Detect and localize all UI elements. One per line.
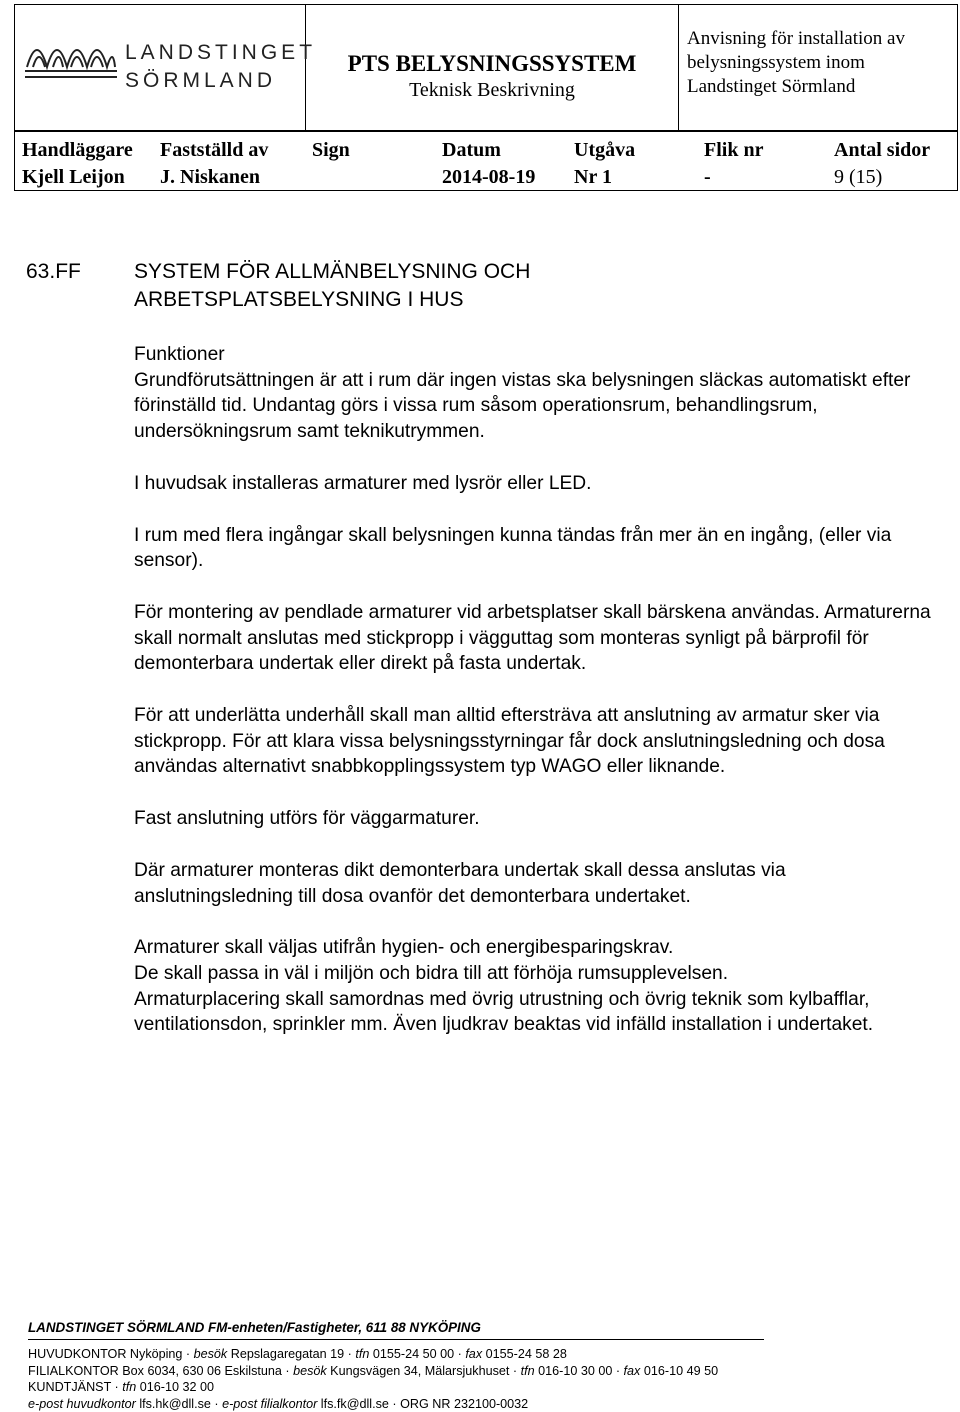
body-content [134, 342, 934, 1038]
footer-line-huvudkontor: HUVUDKONTOR Nyköping · besök Repslagaregatan 19 · tfn 0155-24 50 00 · fax 0155-24 58 28 [28, 1347, 567, 1361]
footer-contact [28, 1346, 718, 1412]
footer-line-filialkontor: FILIALKONTOR Box 6034, 630 06 Eskilstuna · besök Kungsvägen 34, Mälarsjukhuset · tfn 016-10 30 00 · fax 016-10 49 50 [28, 1363, 719, 1378]
subheading-funktioner: Funktioner [134, 344, 225, 365]
description-line-1: Anvisning för installation av [687, 28, 905, 49]
footer-line-epost: e-post huvudkontor lfs.hk@dll.se · e-post filialkontor lfs.fk@dll.se · ORG NR 232100-0032 [28, 1396, 529, 1411]
paragraph-8a: Armaturer skall väljas utifrån hygien- och energibesparingskrav. [134, 937, 674, 959]
paragraph-8b: De skall passa in väl i miljön och bidra till att förhöja rumsupplevelsen. [134, 962, 729, 984]
footer-line-kundtjanst: KUNDTJÄNST · tfn 016-10 32 00 [28, 1380, 214, 1395]
section-heading: SYSTEM FÖR ALLMÄNBELYSNING OCH ARBETSPLATSBELYSNING I HUS [134, 260, 531, 311]
meta-sign: Sign [312, 139, 350, 161]
meta-utgava: Utgåva Nr 1 [574, 139, 636, 188]
footer-title: LANDSTINGET SÖRMLAND FM-enheten/Fastigheter, 611 88 NYKÖPING [28, 1320, 481, 1335]
meta-datum: Datum 2014-08-19 [442, 139, 536, 188]
description-line-2: belysningssystem inom [687, 52, 865, 73]
meta-antal-sidor: Antal sidor 9 (15) [834, 139, 931, 188]
paragraph-8c: Armaturplacering skall samordnas med övrig utrustning och övrig teknik som kylbafflar, ventilationsdon, sprinkler mm. Även ljudkrav beaktas vid infälld installation i undertaket. [134, 988, 874, 1036]
paragraph-7: Där armaturer monteras dikt demonterbara undertak skall dessa anslutas via anslutningsledning till dosa ovanför det demonterbara undertaket. [134, 859, 786, 907]
section-number: 63.FF [26, 260, 81, 283]
landstinget-crown-logo-icon [23, 27, 119, 83]
paragraph-1: Grundförutsättningen är att i rum där ingen vistas ska belysningen släckas automatiskt efter förinställd tid. Undantag görs i vissa rum såsom operationsrum, behandlingsrum, undersökningsrum samt teknikutrymmen. [134, 369, 911, 443]
paragraph-2: I huvudsak installeras armaturer med lysrör eller LED. [134, 472, 592, 494]
paragraph-5: För att underlätta underhåll skall man alltid eftersträva att anslutning av armatur sker via stickpropp. För att klara vissa belysningsstyrningar får dock anslutningsledning och dosa användas alternativt snabbkopplingssystem typ WAGO eller liknande. [134, 705, 885, 778]
document-description-cell [679, 5, 958, 132]
meta-handlaggare: Handläggare Kjell Leijon [22, 139, 133, 188]
logo-wordmark: LANDSTINGET SÖRMLAND [125, 41, 317, 92]
footer-divider [28, 1339, 764, 1340]
description-line-3: Landstinget Sörmland [687, 76, 856, 97]
meta-flik-nr: Flik nr - [704, 139, 764, 188]
logo-cell [15, 5, 317, 132]
document-title: PTS BELYSNINGSSYSTEM [347, 51, 637, 76]
meta-faststalld: Fastställd av J. Niskanen [160, 139, 269, 188]
document-subtitle: Teknisk Beskrivning [409, 79, 575, 101]
paragraph-6: Fast anslutning utförs för väggarmaturer. [134, 808, 480, 830]
document-meta-row [14, 130, 958, 191]
paragraph-3: I rum med flera ingångar skall belysningen kunna tändas från mer än en ingång, (eller via sensor). [134, 524, 892, 572]
paragraph-4: För montering av pendlade armaturer vid arbetsplatser skall bärskena användas. Armaturerna skall normalt anslutas med stickpropp i vägguttag som monteras synligt på bärprofil för demonterbara undertak eller direkt på fasta undertak. [134, 601, 931, 675]
document-title-cell [306, 5, 679, 132]
